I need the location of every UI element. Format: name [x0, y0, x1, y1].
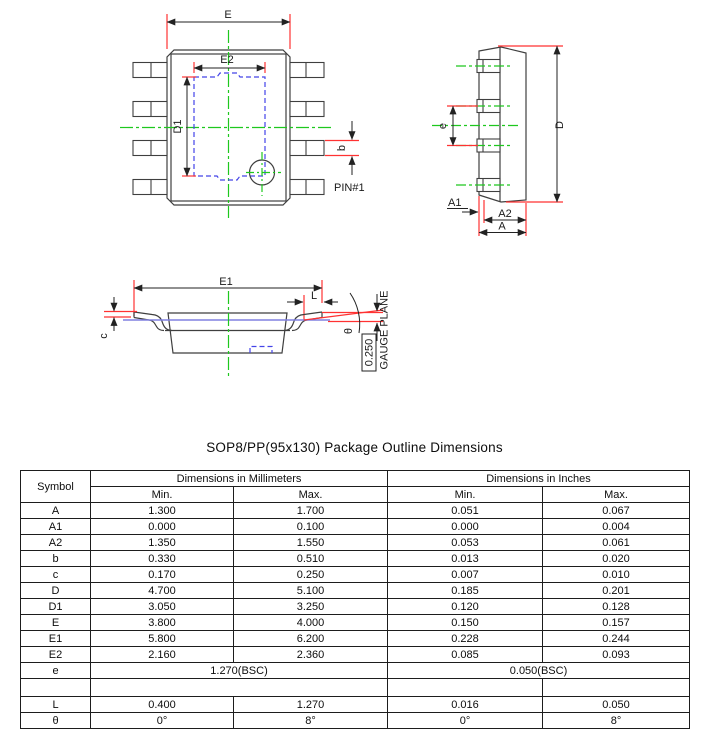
- dim-b: [325, 121, 359, 175]
- table-cell: 0.007: [388, 567, 543, 583]
- table-cell: 0.100: [234, 519, 388, 535]
- table-row-e: [21, 663, 690, 679]
- table-cell: 0.228: [388, 631, 543, 647]
- table-row: [21, 697, 690, 713]
- table-cell: 0.244: [543, 631, 690, 647]
- table-cell: b: [21, 551, 91, 567]
- top-view-diagram: [120, 9, 365, 218]
- spacer-cell: [388, 679, 543, 697]
- table-cell: 8°: [543, 713, 690, 729]
- table-cell: E: [21, 615, 91, 631]
- header-inches: Dimensions in Inches: [388, 471, 690, 487]
- table-cell: D1: [21, 599, 91, 615]
- table-cell: A2: [21, 535, 91, 551]
- pin1-label: PIN#1: [334, 182, 365, 194]
- table-spacer-row: [21, 679, 690, 697]
- table-cell: 0.170: [91, 567, 234, 583]
- table-cell: 0.010: [543, 567, 690, 583]
- spacer-cell: [543, 679, 690, 697]
- table-cell: 1.550: [234, 535, 388, 551]
- table-cell: 2.160: [91, 647, 234, 663]
- dim-label-b: b: [336, 144, 348, 152]
- table-row: [21, 535, 690, 551]
- table-header-row-1: [21, 471, 690, 487]
- table-row: [21, 599, 690, 615]
- table-cell: 3.800: [91, 615, 234, 631]
- header-mm: Dimensions in Millimeters: [91, 471, 388, 487]
- table-cell: E2: [21, 647, 91, 663]
- table-cell: c: [21, 567, 91, 583]
- table-cell: D: [21, 583, 91, 599]
- table-row: [21, 631, 690, 647]
- table-cell: 2.360: [234, 647, 388, 663]
- table-cell: 6.200: [234, 631, 388, 647]
- dim-label-c: c: [98, 333, 110, 339]
- table-row: [21, 713, 690, 729]
- table-cell: 0.053: [388, 535, 543, 551]
- table-cell: A1: [21, 519, 91, 535]
- table-cell: 0.128: [543, 599, 690, 615]
- table-cell: 1.350: [91, 535, 234, 551]
- table-cell: 1.270(BSC): [91, 663, 388, 679]
- table-cell: 3.250: [234, 599, 388, 615]
- header-mm-min: Min.: [91, 487, 234, 503]
- dim-label-A1: A1: [448, 197, 462, 209]
- table-cell: 3.050: [91, 599, 234, 615]
- table-cell: 0.000: [91, 519, 234, 535]
- table-row: [21, 615, 690, 631]
- table-cell: 0°: [91, 713, 234, 729]
- table-header-row-2: [21, 487, 690, 503]
- table-cell: 0.067: [543, 503, 690, 519]
- table-cell: 0.050: [543, 697, 690, 713]
- table-cell: 0.150: [388, 615, 543, 631]
- header-symbol: Symbol: [21, 471, 91, 503]
- table-cell: 4.000: [234, 615, 388, 631]
- table-cell: 8°: [234, 713, 388, 729]
- table-cell: 0.020: [543, 551, 690, 567]
- spacer-cell: [91, 679, 388, 697]
- table-cell: 0.201: [543, 583, 690, 599]
- table-row: [21, 647, 690, 663]
- table-row: [21, 567, 690, 583]
- table-cell: 1.270: [234, 697, 388, 713]
- table-cell: θ: [21, 713, 91, 729]
- dim-label-D1: D1: [172, 119, 184, 134]
- table-cell: 0.510: [234, 551, 388, 567]
- table-cell: 5.800: [91, 631, 234, 647]
- table-cell: 0.000: [388, 519, 543, 535]
- table-row: [21, 551, 690, 567]
- table-cell: 0.120: [388, 599, 543, 615]
- dimensions-table: [20, 470, 690, 729]
- table-cell: E1: [21, 631, 91, 647]
- table-cell: 0.050(BSC): [388, 663, 690, 679]
- table-cell: 0.016: [388, 697, 543, 713]
- table-row: [21, 519, 690, 535]
- table-cell: 0.051: [388, 503, 543, 519]
- spacer-cell: [21, 679, 91, 697]
- pad-hidden-outline: [250, 347, 272, 354]
- table-cell: A: [21, 503, 91, 519]
- table-cell: 0.250: [234, 567, 388, 583]
- dim-label-E1: E1: [219, 276, 233, 288]
- page-title: SOP8/PP(95x130) Package Outline Dimensions: [206, 440, 503, 455]
- table-cell: 0.085: [388, 647, 543, 663]
- table-cell: 4.700: [91, 583, 234, 599]
- table-row: [21, 583, 690, 599]
- table-cell: e: [21, 663, 91, 679]
- gauge-value: 0.250: [363, 338, 376, 367]
- table-row: [21, 503, 690, 519]
- side-view-diagram: [432, 46, 566, 236]
- dim-label-theta: θ: [343, 327, 355, 335]
- table-cell: 0.004: [543, 519, 690, 535]
- dim-label-E: E: [224, 9, 232, 21]
- dim-label-A2: A2: [498, 208, 512, 220]
- gauge-plane-label: GAUGE PLANE: [378, 290, 391, 370]
- header-mm-max: Max.: [234, 487, 388, 503]
- header-in-max: Max.: [543, 487, 690, 503]
- dim-D: [498, 46, 566, 202]
- dim-label-e: e: [437, 122, 449, 130]
- dim-label-E2: E2: [220, 54, 234, 66]
- dim-c: [98, 297, 137, 339]
- dim-label-L: L: [310, 290, 318, 302]
- table-cell: 5.100: [234, 583, 388, 599]
- table-cell: 0.157: [543, 615, 690, 631]
- table-cell: 0.400: [91, 697, 234, 713]
- table-cell: 0.185: [388, 583, 543, 599]
- table-cell: 0°: [388, 713, 543, 729]
- gauge-plane-group: [304, 291, 391, 371]
- table-cell: 1.300: [91, 503, 234, 519]
- header-in-min: Min.: [388, 487, 543, 503]
- table-cell: 0.330: [91, 551, 234, 567]
- dim-label-D: D: [554, 121, 566, 129]
- table-cell: 0.013: [388, 551, 543, 567]
- table-cell: 0.093: [543, 647, 690, 663]
- table-cell: L: [21, 697, 91, 713]
- table-cell: 1.700: [234, 503, 388, 519]
- table-cell: 0.061: [543, 535, 690, 551]
- front-view-diagram: [98, 276, 391, 376]
- dim-label-A: A: [498, 220, 506, 233]
